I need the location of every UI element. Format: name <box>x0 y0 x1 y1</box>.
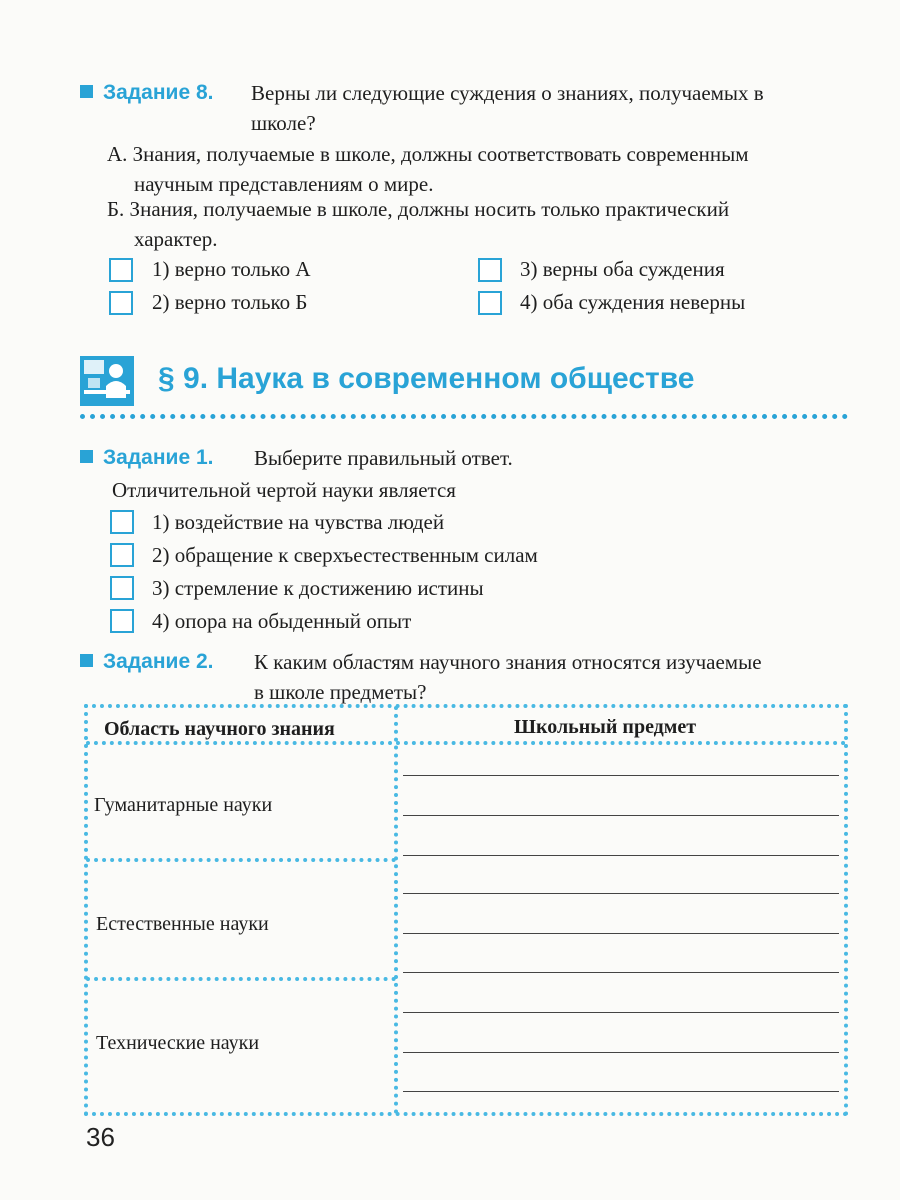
task1-option1-label: 1) воздействие на чувства людей <box>152 510 445 534</box>
task1-stem: Отличительной чертой науки является <box>112 478 456 502</box>
answer-line[interactable] <box>403 893 839 894</box>
task8-statement-b-line2: характер. <box>134 227 218 251</box>
task8-statement-a-line1: А. Знания, получаемые в школе, должны соответствовать современным <box>107 142 749 166</box>
task8-statement-a-line2: научным представлениям о мире. <box>134 172 434 196</box>
task8-question-line2: школе? <box>251 111 316 135</box>
task8-option4-label: 4) оба суждения неверны <box>520 290 746 314</box>
task8-option2-checkbox[interactable] <box>109 291 133 315</box>
table-column-divider <box>394 706 398 1114</box>
page-number: 36 <box>86 1122 115 1152</box>
answer-line[interactable] <box>403 855 839 856</box>
table-row-technical-sciences: Технические науки <box>96 1032 260 1054</box>
task8-label: Задание 8. <box>80 81 213 105</box>
task1-label: Задание 1. <box>80 446 213 470</box>
task1-option3-checkbox[interactable] <box>110 576 134 600</box>
task8-option1-label: 1) верно только А <box>152 257 311 281</box>
task1-option4-label: 4) опора на обыденный опыт <box>152 609 412 633</box>
task2-label: Задание 2. <box>80 650 213 674</box>
task8-option4-checkbox[interactable] <box>478 291 502 315</box>
scientist-at-desk-icon <box>80 356 134 406</box>
task8-question-line1: Верны ли следующие суждения о знаниях, получаемых в <box>251 81 764 105</box>
table-header-area: Область научного знания <box>104 718 335 740</box>
task8-option1-checkbox[interactable] <box>109 258 133 282</box>
answer-line[interactable] <box>403 1012 839 1013</box>
task-marker-icon <box>80 654 93 667</box>
answer-line[interactable] <box>403 1091 839 1092</box>
answer-line[interactable] <box>403 933 839 934</box>
table-row-humanities: Гуманитарные науки <box>94 794 273 816</box>
task-marker-icon <box>80 450 93 463</box>
task8-option2-label: 2) верно только Б <box>152 290 308 314</box>
task2-question-line2: в школе предметы? <box>254 680 427 704</box>
task8-statement-b-line1: Б. Знания, получаемые в школе, должны носить только практический <box>107 197 730 221</box>
answer-line[interactable] <box>403 972 839 973</box>
task1-option3-label: 3) стремление к достижению истины <box>152 576 484 600</box>
task1-option2-checkbox[interactable] <box>110 543 134 567</box>
task8-option3-checkbox[interactable] <box>478 258 502 282</box>
task1-option2-label: 2) обращение к сверхъестественным силам <box>152 543 538 567</box>
answer-line[interactable] <box>403 1052 839 1053</box>
task8-option3-label: 3) верны оба суждения <box>520 257 725 281</box>
section-title: § 9. Наука в современном обществе <box>158 362 695 395</box>
section-divider <box>80 414 848 419</box>
table-row-divider <box>86 977 396 981</box>
task1-instruction: Выберите правильный ответ. <box>254 446 513 470</box>
answer-line[interactable] <box>403 815 839 816</box>
task-marker-icon <box>80 85 93 98</box>
task1-option1-checkbox[interactable] <box>110 510 134 534</box>
task2-question-line1: К каким областям научного знания относятся изучаемые <box>254 650 762 674</box>
table-row-divider <box>86 858 396 862</box>
task1-option4-checkbox[interactable] <box>110 609 134 633</box>
answer-line[interactable] <box>403 775 839 776</box>
table-row-natural-sciences: Естественные науки <box>96 913 269 935</box>
table-header-subject: Школьный предмет <box>514 716 697 738</box>
